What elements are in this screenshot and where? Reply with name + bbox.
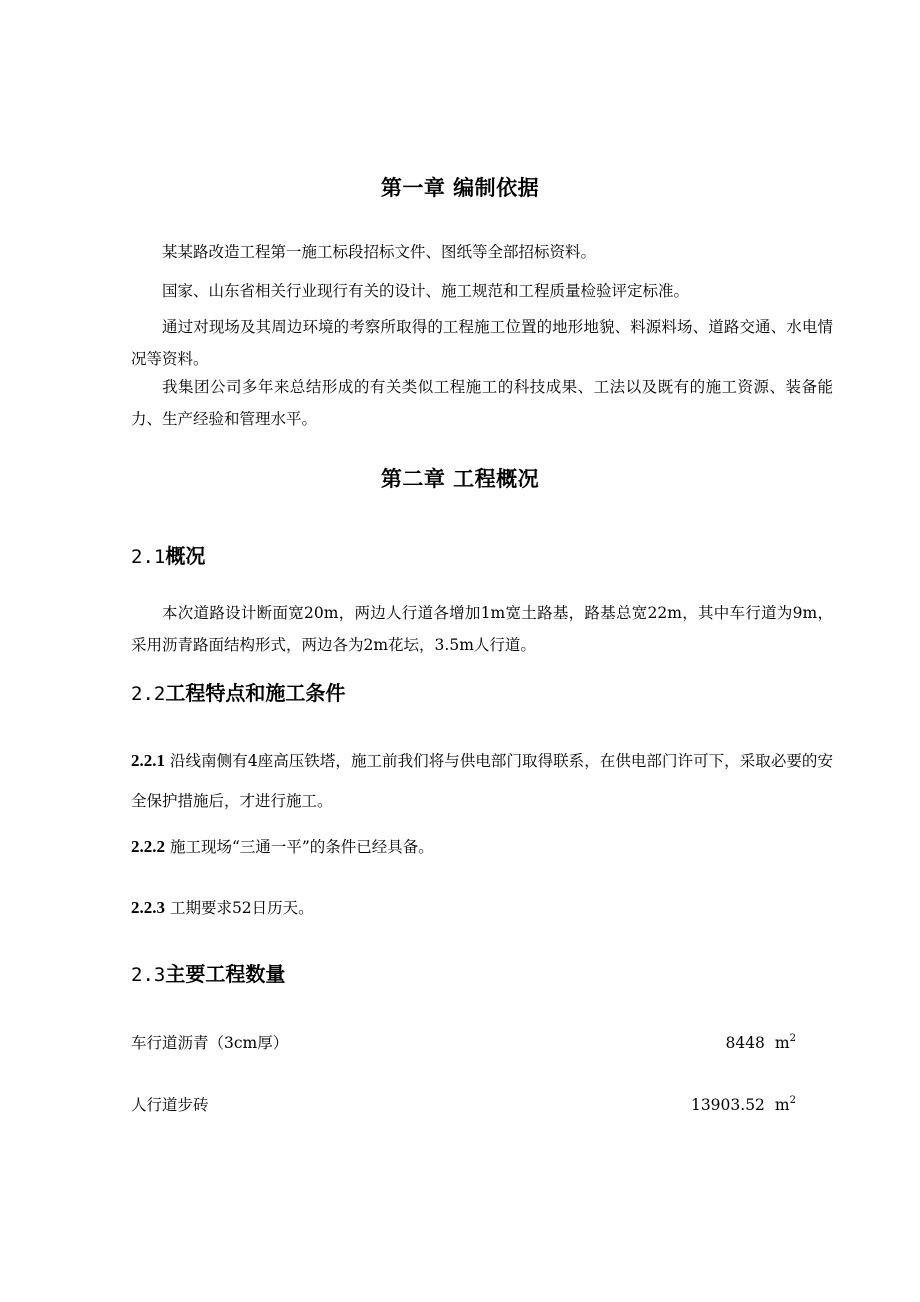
quantity-value: 13903.52 <box>690 1096 765 1114</box>
quantity-label: 车行道沥青（3cm厚） <box>131 1034 289 1052</box>
item-text: 施工现场“三通一平”的条件已经具备。 <box>169 838 434 856</box>
quantity-value-group <box>691 1091 796 1119</box>
item-text: 工期要求52日历天。 <box>169 899 314 917</box>
section-title-text: 主要工程数量 <box>165 962 286 986</box>
item-2-2-1 <box>131 741 833 821</box>
item-2-2-2 <box>131 827 833 867</box>
chapter-1-paragraph-1: 某某路改造工程第一施工标段招标文件、图纸等全部招标资料。 <box>162 243 597 261</box>
section-2-3-heading <box>131 960 285 989</box>
quantity-value: 8448 <box>725 1034 765 1052</box>
chapter-2-title: 第二章 工程概况 <box>380 467 540 491</box>
item-number: 2.2.3 <box>131 898 165 917</box>
chapter-1-paragraph-2: 国家、山东省相关行业现行有关的设计、施工规范和工程质量检验评定标准。 <box>162 282 690 300</box>
section-number: 2.3 <box>131 964 166 986</box>
item-2-2-3 <box>131 888 833 928</box>
section-title-text: 概况 <box>165 544 206 568</box>
quantity-row <box>131 1029 796 1057</box>
item-text: 沿线南侧有4座高压铁塔，施工前我们将与供电部门取得联系，在供电部门许可下，采取必要的安全保护措施后，才进行施工。 <box>131 752 833 810</box>
quantity-unit: m <box>774 1096 790 1114</box>
section-number: 2.1 <box>131 546 166 568</box>
quantity-row <box>131 1091 796 1119</box>
chapter-1-title: 第一章 编制依据 <box>380 176 540 200</box>
item-number: 2.2.2 <box>131 837 165 856</box>
quantity-label: 人行道步砖 <box>131 1096 209 1114</box>
chapter-1-paragraph-3: 通过对现场及其周边环境的考察所取得的工程施工位置的地形地貌、料源料场、道路交通、水电情况等资料。 <box>131 318 833 368</box>
section-number: 2.2 <box>131 683 166 705</box>
section-2-1-heading <box>131 542 205 571</box>
item-number: 2.2.1 <box>131 751 165 770</box>
section-2-1-paragraph: 本次道路设计断面宽20m，两边人行道各增加1m宽土路基，路基总宽22m，其中车行道为9m，采用沥青路面结构形式，两边各为2m花坛，3.5m人行道。 <box>131 604 833 654</box>
quantity-unit: m <box>774 1034 790 1052</box>
quantity-unit-exponent: 2 <box>789 1033 796 1044</box>
section-title-text: 工程特点和施工条件 <box>165 681 346 705</box>
chapter-1-paragraph-4: 我集团公司多年来总结形成的有关类似工程施工的科技成果、工法以及既有的施工资源、装备能力、生产经验和管理水平。 <box>131 378 833 428</box>
section-2-2-heading <box>131 679 345 708</box>
quantity-value-group <box>725 1029 796 1057</box>
quantity-unit-exponent: 2 <box>789 1095 796 1106</box>
